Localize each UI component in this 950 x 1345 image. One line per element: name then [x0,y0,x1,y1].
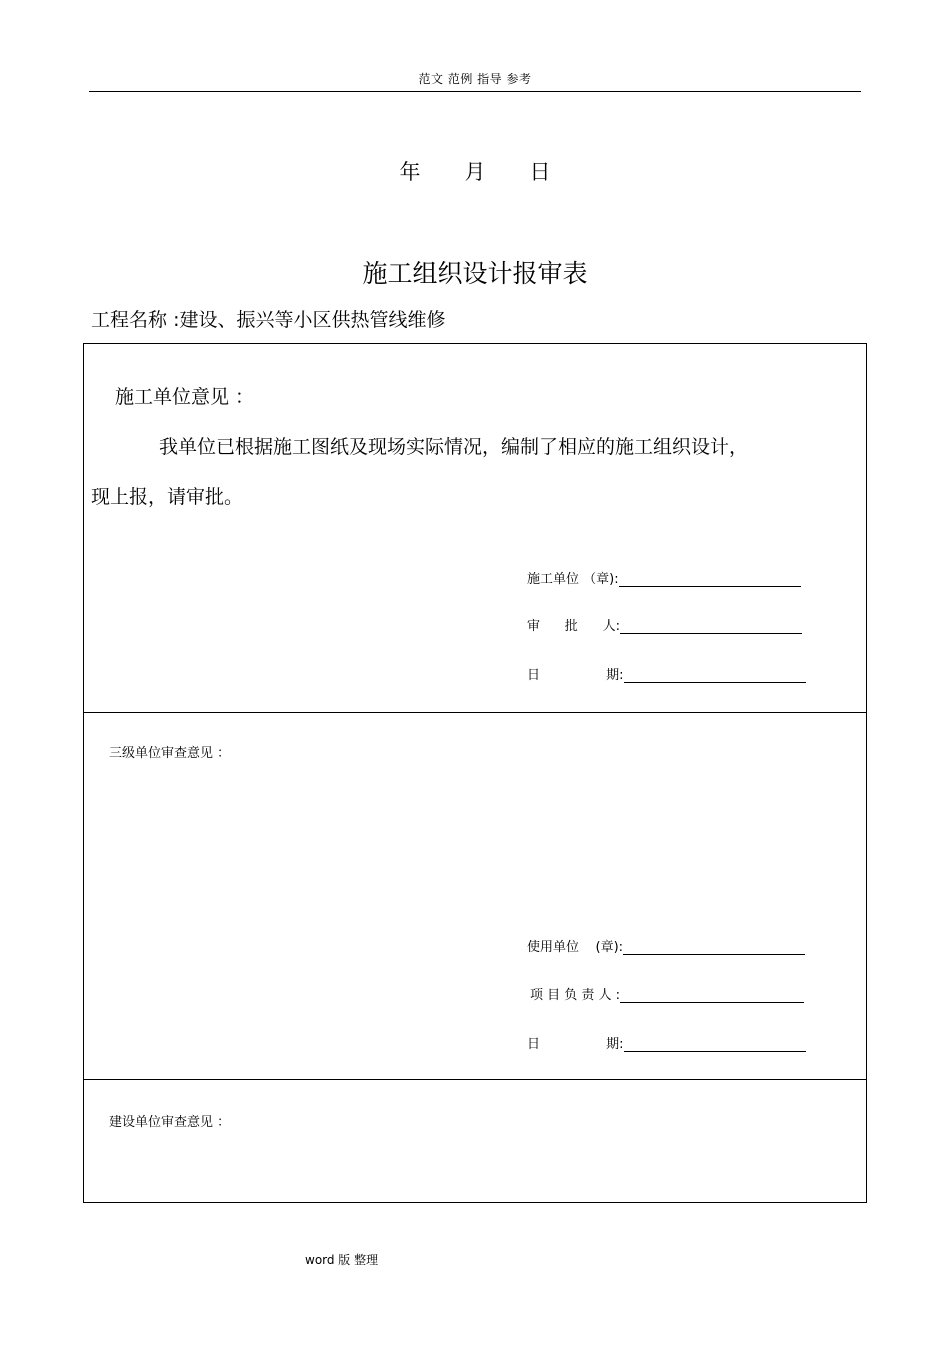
sign-label: 项 目 负 责 人 : [530,988,621,1003]
page-header: 范文 范例 指导 参考 [418,72,532,86]
project-name [91,305,445,332]
signature-blank[interactable] [624,668,806,683]
year-label: 年 [399,160,421,184]
sign-row-date [527,664,806,683]
project-value: :建设、振兴等小区供热管线维修 [173,309,446,331]
construction-opinion-heading: 施工单位意见 ： [115,386,255,408]
date-line [0,156,950,186]
sign-label: 施工单位 （章): [527,572,619,587]
owner-review-heading: 建设单位审查意见 ： [109,1115,231,1130]
signature-blank[interactable] [619,572,801,587]
sign-row-approver [527,615,802,634]
sign-row-project-manager [530,984,804,1003]
review-table [83,343,867,1203]
day-label: 日 [529,160,551,184]
sign-row-user-unit [527,936,805,955]
sign-row-date [527,1033,806,1052]
construction-opinion-line1: 我单位已根据施工图纸及现场实际情况，编制了相应的施工组织设计， [159,436,749,458]
signature-blank[interactable] [624,1037,806,1052]
form-title: 施工组织设计报审表 [362,259,588,288]
signature-blank[interactable] [620,988,804,1003]
sign-label: 审 批 人: [527,619,620,634]
section-divider [84,1079,866,1080]
sign-label: 日 期: [527,668,624,683]
month-label: 月 [464,160,486,184]
sign-label: 日 期: [527,1037,624,1052]
sign-label: 使用单位 (章): [527,940,624,955]
signature-blank[interactable] [623,940,805,955]
construction-opinion-line2: 现上报，请审批。 [91,486,244,508]
header-rule [89,91,861,92]
project-label: 工程名称 [91,309,168,331]
sign-row-construction-unit [527,568,801,587]
page-footer: word 版 整理 [305,1253,379,1267]
section-divider [84,712,866,713]
signature-blank[interactable] [620,619,802,634]
level3-review-heading: 三级单位审查意见 ： [109,746,231,761]
